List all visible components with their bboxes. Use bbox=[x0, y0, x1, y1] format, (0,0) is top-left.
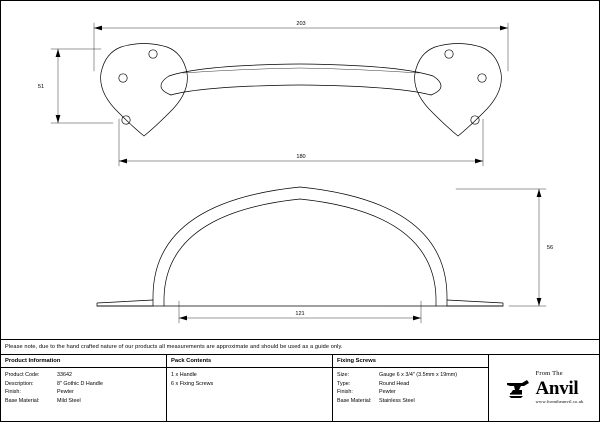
pack-contents-panel bbox=[167, 355, 333, 421]
left-rose-outline bbox=[101, 44, 188, 137]
arrow-left-121 bbox=[179, 316, 187, 321]
fixing-screws-panel bbox=[333, 355, 489, 421]
screw-type-label: Type: bbox=[337, 380, 351, 387]
product-code-row bbox=[5, 371, 162, 380]
product-code-value: 33642 bbox=[57, 372, 72, 378]
screw-size-label: Size: bbox=[337, 372, 349, 378]
screw-type-value: Round Head bbox=[379, 380, 410, 387]
screw-base-material-value: Stainless Steel bbox=[379, 397, 415, 404]
finish-value: Pewter bbox=[57, 389, 74, 396]
description-label: Description: bbox=[5, 380, 34, 387]
handle-grip-left-end bbox=[161, 76, 171, 95]
product-information-heading: Product Information bbox=[1, 355, 166, 368]
finish-row bbox=[5, 388, 162, 397]
pack-contents-item: 1 x Handle bbox=[171, 372, 197, 378]
drawing-area bbox=[1, 1, 599, 341]
logo-url-text: www.fromtheanvil.co.uk bbox=[535, 398, 584, 404]
brand-panel bbox=[489, 355, 599, 421]
arrow-left-203 bbox=[94, 26, 102, 31]
logo-anvil-text: Anvil bbox=[535, 377, 579, 399]
arrow-top-51 bbox=[56, 49, 61, 57]
measurement-note: Please note, due to the hand crafted nature of our products all measurements are approximate and should be used as a guide only. bbox=[1, 339, 599, 355]
dim-label-side-height: 56 bbox=[546, 245, 554, 251]
handle-grip-centre-line bbox=[183, 68, 419, 73]
screw-hole bbox=[149, 50, 157, 58]
description-value: 8" Gothic D Handle bbox=[57, 380, 103, 387]
screw-type-row bbox=[337, 380, 484, 389]
base-material-label: Base Material: bbox=[5, 397, 40, 404]
description-row bbox=[5, 380, 162, 389]
arrow-right-121 bbox=[413, 316, 421, 321]
side-inner-profile bbox=[164, 199, 436, 306]
product-code-label: Product Code: bbox=[5, 372, 40, 378]
screw-hole bbox=[445, 50, 453, 58]
right-rose-outline bbox=[415, 44, 502, 137]
anvil-icon bbox=[505, 377, 531, 399]
arrow-bottom-51 bbox=[56, 115, 61, 123]
screw-hole bbox=[119, 74, 127, 82]
dim-label-fixing-centres: 180 bbox=[296, 154, 306, 160]
screw-hole bbox=[471, 116, 479, 124]
screw-size-row bbox=[337, 371, 484, 380]
base-material-value: Mild Steel bbox=[57, 397, 81, 404]
arrow-bottom-56 bbox=[537, 298, 542, 306]
dim-label-overall-width: 203 bbox=[296, 21, 306, 27]
side-outer-profile bbox=[153, 187, 447, 306]
handle-grip-top-edge bbox=[169, 64, 433, 76]
arrow-top-56 bbox=[537, 189, 542, 197]
arrow-left-180 bbox=[119, 159, 127, 164]
product-information-panel bbox=[1, 355, 167, 421]
from-the-anvil-logo bbox=[489, 355, 599, 421]
screw-size-value: Gauge 6 x 3/4" (3.5mm x 19mm) bbox=[379, 372, 458, 378]
screw-finish-label: Finish: bbox=[337, 389, 353, 396]
handle-grip-right-end bbox=[431, 76, 441, 95]
arrow-right-180 bbox=[475, 159, 483, 164]
pack-contents-heading: Pack Contents bbox=[167, 355, 332, 368]
screw-finish-value: Pewter bbox=[379, 389, 396, 396]
handle-grip-bottom-edge bbox=[171, 85, 431, 95]
screw-hole bbox=[478, 74, 486, 82]
logo-from-the-text: From The bbox=[535, 370, 563, 378]
finish-label: Finish: bbox=[5, 389, 21, 396]
screw-base-material-label: Base Material: bbox=[337, 397, 372, 404]
dim-label-side-base-width: 121 bbox=[295, 311, 305, 317]
fixing-screws-heading: Fixing Screws bbox=[333, 355, 488, 368]
base-material-row bbox=[5, 397, 162, 406]
arrow-right-203 bbox=[500, 26, 508, 31]
title-block bbox=[1, 355, 599, 421]
screw-finish-row bbox=[337, 388, 484, 397]
screw-base-material-row bbox=[337, 397, 484, 406]
side-right-foot bbox=[447, 300, 503, 306]
dim-label-rose-height: 51 bbox=[37, 84, 45, 90]
pack-contents-item: 6 x Fixing Screws bbox=[171, 380, 214, 387]
side-left-foot bbox=[97, 300, 153, 306]
